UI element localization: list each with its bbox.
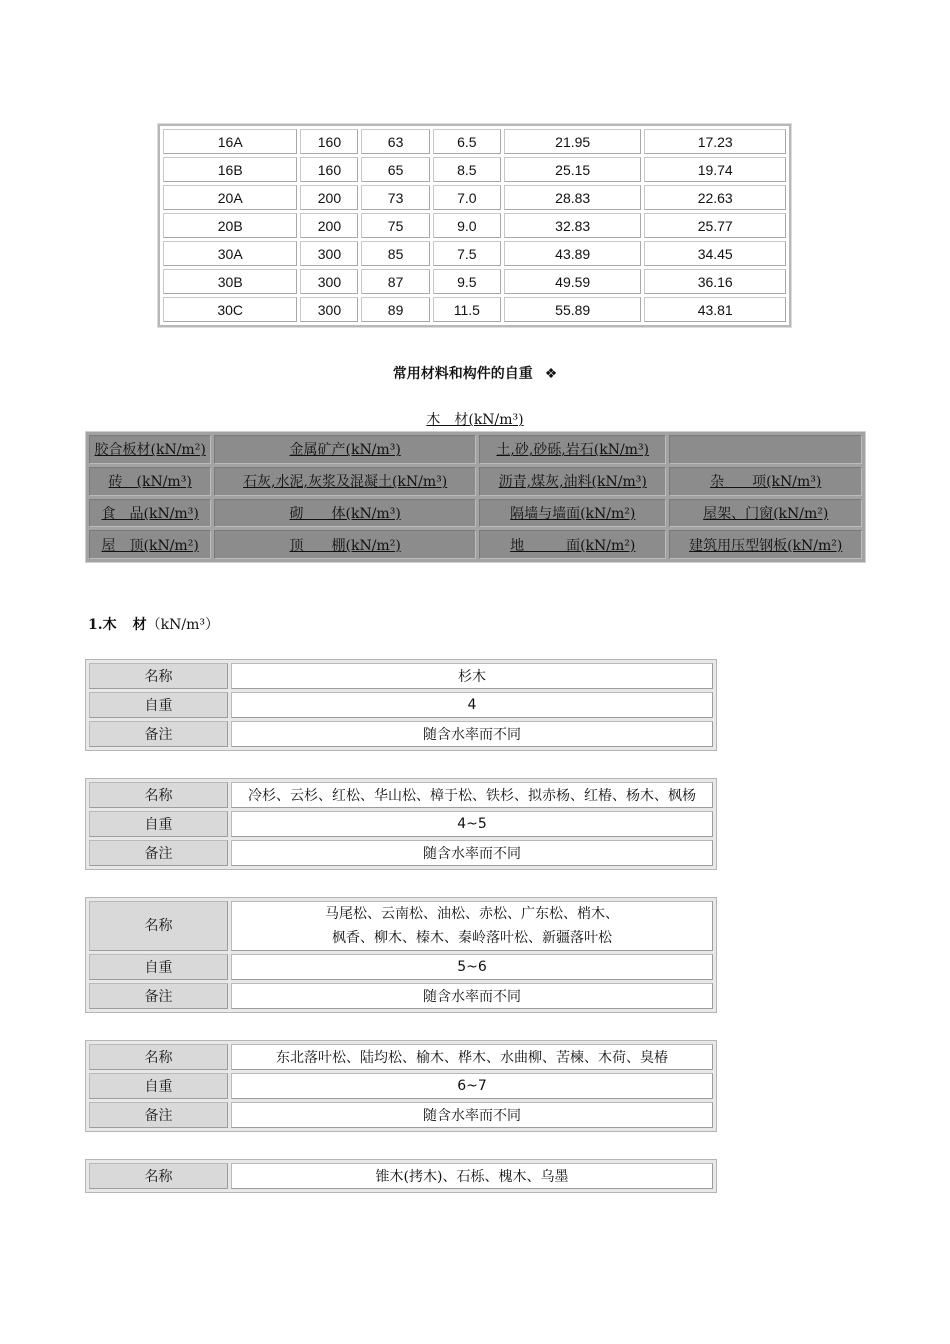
nav-link[interactable]: 石灰,水泥,灰浆及混凝土(kN/m³) <box>243 474 448 491</box>
spec-cell: 30A <box>163 241 297 266</box>
nav-row <box>89 499 862 528</box>
spec-cell: 32.83 <box>504 213 641 238</box>
heading-title: 常用材料和构件的自重 <box>392 366 533 382</box>
spec-cell: 160 <box>300 157 358 182</box>
spec-cell: 49.59 <box>504 269 641 294</box>
section-title <box>88 614 219 634</box>
spec-cell: 16A <box>163 129 297 154</box>
spec-cell: 9.0 <box>433 213 501 238</box>
spec-row <box>163 129 786 154</box>
nav-cell[interactable] <box>479 530 666 559</box>
nav-link[interactable]: 屋架、门窗(kN/m²) <box>703 505 829 522</box>
wood-table <box>85 897 717 1013</box>
wood-name-line: 东北落叶松、陆均松、榆木、桦木、水曲柳、苦楝、木荷、臭椿 <box>276 1050 668 1066</box>
wood-name-line: 锥木(拷木)、石栎、槐木、乌墨 <box>375 1169 569 1185</box>
spec-cell: 11.5 <box>433 297 501 322</box>
name-row-label: 名称 <box>89 1044 228 1070</box>
weight-text: 4 <box>467 697 477 713</box>
spec-cell: 300 <box>300 297 358 322</box>
nav-link[interactable]: 沥青,煤灰,油料(kN/m³) <box>498 474 647 491</box>
nav-row <box>89 435 862 464</box>
wood-name-line: 枫香、柳木、榛木、秦岭落叶松、新疆落叶松 <box>332 930 612 946</box>
weight-row-value <box>231 811 713 837</box>
name-row-value <box>231 1044 713 1070</box>
nav-cell[interactable] <box>479 467 666 496</box>
nav-cell[interactable] <box>479 435 666 464</box>
note-row <box>89 1102 713 1128</box>
spec-cell: 75 <box>361 213 429 238</box>
spec-cell: 8.5 <box>433 157 501 182</box>
wood-name-line: 马尾松、云南松、油松、赤松、广东松、梢木、 <box>325 906 619 922</box>
nav-row <box>89 467 862 496</box>
name-row-value <box>231 782 713 808</box>
nav-row <box>89 530 862 559</box>
note-text: 随含水率而不同 <box>423 727 521 743</box>
nav-link[interactable]: 土,砂,砂砾,岩石(kN/m³) <box>496 442 650 459</box>
spec-cell: 87 <box>361 269 429 294</box>
nav-cell[interactable] <box>669 467 862 496</box>
spec-cell: 25.15 <box>504 157 641 182</box>
spec-cell: 16B <box>163 157 297 182</box>
spec-row <box>163 297 786 322</box>
spec-cell: 19.74 <box>644 157 786 182</box>
name-row-label: 名称 <box>89 782 228 808</box>
spec-row <box>163 269 786 294</box>
weight-text: 4~5 <box>457 816 487 832</box>
nav-cell[interactable] <box>669 530 862 559</box>
nav-cell[interactable] <box>89 467 211 496</box>
note-row-value <box>231 721 713 747</box>
weight-row <box>89 692 713 718</box>
weight-text: 5~6 <box>457 959 487 975</box>
spec-cell: 22.63 <box>644 185 786 210</box>
nav-cell[interactable] <box>89 530 211 559</box>
note-text: 随含水率而不同 <box>423 846 521 862</box>
spec-cell: 9.5 <box>433 269 501 294</box>
wood-name-line: 杉木 <box>458 669 486 685</box>
name-row-value <box>231 1163 713 1189</box>
spec-cell: 6.5 <box>433 129 501 154</box>
nav-link[interactable]: 顶 棚(kN/m²) <box>289 537 401 554</box>
spec-cell: 200 <box>300 213 358 238</box>
spec-cell: 160 <box>300 129 358 154</box>
nav-cell[interactable] <box>669 499 862 528</box>
spec-cell: 65 <box>361 157 429 182</box>
spec-row <box>163 241 786 266</box>
spec-cell: 43.81 <box>644 297 786 322</box>
section-unit: （kN/m³） <box>146 617 219 633</box>
spec-cell: 21.95 <box>504 129 641 154</box>
name-row-value <box>231 901 713 951</box>
channel-steel-spec-table <box>158 124 791 327</box>
note-row-value <box>231 983 713 1009</box>
weight-row-label: 自重 <box>89 954 228 980</box>
wood-table <box>85 659 717 751</box>
weight-row-label: 自重 <box>89 692 228 718</box>
spec-cell: 34.45 <box>644 241 786 266</box>
spec-cell: 25.77 <box>644 213 786 238</box>
note-row <box>89 721 713 747</box>
spec-cell: 55.89 <box>504 297 641 322</box>
nav-link[interactable]: 隔墙与墙面(kN/m²) <box>510 505 636 522</box>
name-row <box>89 1044 713 1070</box>
weight-row-value <box>231 1073 713 1099</box>
note-row-label: 备注 <box>89 1102 228 1128</box>
nav-link[interactable]: 食 品(kN/m³) <box>101 505 199 522</box>
nav-link[interactable]: 屋 顶(kN/m²) <box>101 537 199 554</box>
weight-row <box>89 811 713 837</box>
nav-link[interactable]: 胶合板材(kN/m²) <box>94 442 206 459</box>
nav-cell[interactable] <box>214 530 476 559</box>
spec-cell: 43.89 <box>504 241 641 266</box>
name-row <box>89 1163 713 1189</box>
spec-row <box>163 213 786 238</box>
spec-cell: 300 <box>300 269 358 294</box>
spec-cell: 89 <box>361 297 429 322</box>
spec-cell: 7.5 <box>433 241 501 266</box>
nav-link[interactable]: 砌 体(kN/m³) <box>289 505 401 522</box>
spec-cell: 30B <box>163 269 297 294</box>
section-name: 材 <box>132 617 147 633</box>
note-row <box>89 840 713 866</box>
nav-cell[interactable] <box>214 499 476 528</box>
wood-link-label[interactable]: 木 材(kN/m³) <box>426 412 524 428</box>
spec-cell: 17.23 <box>644 129 786 154</box>
nav-cell <box>669 435 862 464</box>
nav-link[interactable]: 地 面(kN/m²) <box>510 537 636 554</box>
note-row <box>89 983 713 1009</box>
name-row-label: 名称 <box>89 901 228 951</box>
name-row-label: 名称 <box>89 1163 228 1189</box>
spec-row <box>163 185 786 210</box>
spec-cell: 300 <box>300 241 358 266</box>
spec-row <box>163 157 786 182</box>
wood-table <box>85 1040 717 1132</box>
nav-link[interactable]: 建筑用压型钢板(kN/m²) <box>689 537 843 554</box>
weight-row-value <box>231 692 713 718</box>
nav-cell[interactable] <box>89 435 211 464</box>
weight-row-value <box>231 954 713 980</box>
weight-row <box>89 1073 713 1099</box>
note-text: 随含水率而不同 <box>423 1108 521 1124</box>
diamond-icon: ❖ <box>544 366 558 382</box>
section-number: 1.木 <box>88 617 117 633</box>
name-row <box>89 901 713 951</box>
nav-link[interactable]: 金属矿产(kN/m³) <box>289 442 401 459</box>
nav-link[interactable]: 砖 (kN/m³) <box>108 474 192 491</box>
page-heading <box>0 363 950 383</box>
weight-row-label: 自重 <box>89 1073 228 1099</box>
spec-cell: 7.0 <box>433 185 501 210</box>
name-row-value <box>231 663 713 689</box>
spec-cell: 73 <box>361 185 429 210</box>
weight-row <box>89 954 713 980</box>
weight-text: 6~7 <box>457 1078 487 1094</box>
wood-name-line: 冷杉、云杉、红松、华山松、樟于松、铁杉、拟赤杨、红椿、杨木、枫杨 <box>248 788 696 804</box>
spec-cell: 85 <box>361 241 429 266</box>
weight-row-label: 自重 <box>89 811 228 837</box>
note-text: 随含水率而不同 <box>423 989 521 1005</box>
note-row-label: 备注 <box>89 721 228 747</box>
name-row <box>89 782 713 808</box>
note-row-value <box>231 840 713 866</box>
spec-cell: 36.16 <box>644 269 786 294</box>
category-nav-table <box>85 431 866 563</box>
note-row-label: 备注 <box>89 983 228 1009</box>
wood-link[interactable] <box>0 409 950 429</box>
nav-link[interactable]: 杂 项(kN/m³) <box>710 474 822 491</box>
name-row <box>89 663 713 689</box>
spec-cell: 30C <box>163 297 297 322</box>
nav-cell[interactable] <box>214 467 476 496</box>
spec-cell: 200 <box>300 185 358 210</box>
nav-cell[interactable] <box>214 435 476 464</box>
spec-cell: 20B <box>163 213 297 238</box>
spec-cell: 28.83 <box>504 185 641 210</box>
note-row-label: 备注 <box>89 840 228 866</box>
spec-cell: 20A <box>163 185 297 210</box>
name-row-label: 名称 <box>89 663 228 689</box>
spec-cell: 63 <box>361 129 429 154</box>
note-row-value <box>231 1102 713 1128</box>
nav-cell[interactable] <box>89 499 211 528</box>
wood-table <box>85 1159 717 1193</box>
wood-table <box>85 778 717 870</box>
nav-cell[interactable] <box>479 499 666 528</box>
